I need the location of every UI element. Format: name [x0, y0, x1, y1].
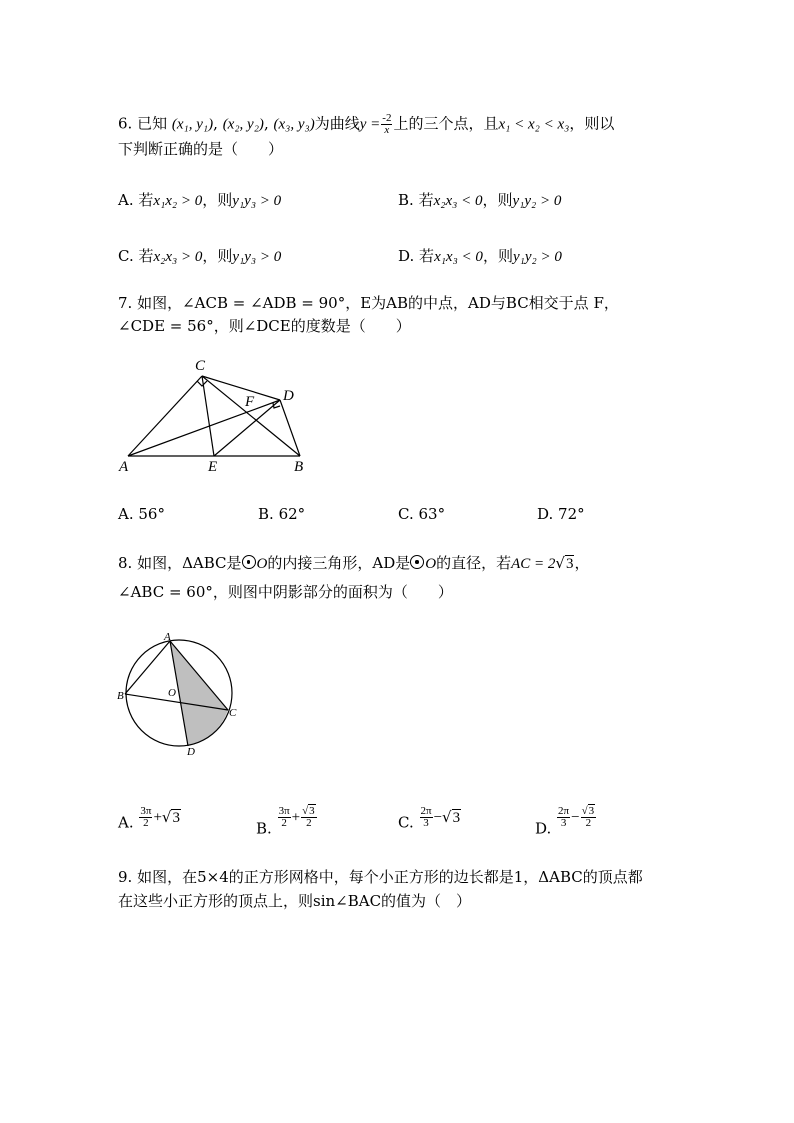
option-operator: +	[291, 809, 301, 826]
q9-stem-line1: 9. 如图，在5×4的正方形网格中，每个小正方形的边长都是1，ΔABC的顶点都	[118, 868, 643, 886]
option-fraction	[420, 806, 433, 829]
q6-number: 6.	[118, 114, 133, 133]
option-operator: +	[153, 809, 162, 826]
fraction-den: 2	[306, 817, 312, 829]
q8-stem-line1	[118, 554, 589, 573]
fraction-num: √3	[581, 805, 595, 817]
option-value: 56°	[138, 505, 165, 523]
option-then: ，则	[482, 191, 513, 209]
fraction-den: 2	[281, 817, 287, 829]
option-condition: x₂x₃ < 0	[433, 193, 483, 209]
q7-figure	[114, 356, 314, 476]
option-fraction	[139, 806, 152, 829]
fraction-den: 3	[423, 817, 429, 829]
label-c: C	[195, 358, 206, 374]
q6-three-text: 上的三个点，且	[393, 114, 499, 133]
option-value: 62°	[278, 505, 306, 523]
q8-circle-name-2: O	[425, 556, 437, 572]
q6-func-lhs: y =	[359, 116, 381, 133]
option-then: ，则	[482, 247, 513, 265]
option-if: 若	[418, 191, 434, 209]
q8-stem-line2: ∠ABC = 60°，则图中阴影部分的面积为（ ）	[118, 583, 453, 601]
option-result: y₁y₃ > 0	[232, 249, 282, 265]
q8-circle-name-1: O	[256, 556, 268, 572]
q6-func-den: x	[384, 124, 390, 136]
option-result: y₁y₂ > 0	[512, 193, 562, 209]
option-fraction	[278, 806, 291, 829]
option-result: y₁y₃ > 0	[232, 193, 282, 209]
option-label: B.	[258, 505, 274, 523]
q7-option-d[interactable]	[537, 505, 585, 523]
option-if: 若	[419, 247, 435, 265]
fraction-num: √3	[302, 805, 315, 817]
q8-line-end: ，	[574, 554, 590, 572]
segment-ad	[128, 400, 280, 456]
label-a: A	[164, 631, 171, 643]
segment-ce	[202, 376, 214, 456]
q6-func-fraction	[381, 113, 392, 136]
option-operator: −	[571, 809, 580, 826]
radicand: 3	[309, 805, 315, 817]
option-operator: −	[433, 809, 443, 826]
q6-func-num: -2	[382, 112, 392, 124]
q8-option-d[interactable]	[535, 806, 597, 838]
q6-option-a[interactable]	[118, 191, 281, 210]
q6-stem-line2: 下判断正确的是（ ）	[118, 140, 284, 158]
segment-cd	[202, 376, 280, 400]
option-condition: x₂x₃ > 0	[153, 249, 203, 265]
option-then: ，则	[202, 247, 233, 265]
label-a: A	[119, 459, 129, 475]
option-then: ，则	[202, 191, 233, 209]
q8-text-b: 的内接三角形，AD是	[267, 554, 411, 572]
option-sqrt-fraction	[581, 806, 597, 829]
segment-ab	[125, 641, 170, 694]
q6-option-b[interactable]	[398, 191, 561, 210]
fraction-den: 2	[585, 817, 592, 829]
label-c: C	[229, 707, 237, 719]
option-condition: x₁x₂ > 0	[153, 193, 203, 209]
q8-option-c[interactable]	[398, 806, 461, 832]
option-label: D.	[537, 505, 554, 523]
q7-stem-line1: 7. 如图，∠ACB = ∠ADB = 90°，E为AB的中点，AD与BC相交于点 F，	[118, 294, 619, 312]
option-sqrt: √3	[442, 807, 461, 826]
q8-condition: AC = 2	[511, 556, 556, 572]
option-label: A.	[118, 505, 134, 523]
option-label: C.	[118, 247, 134, 265]
option-label: C.	[398, 505, 414, 523]
radicand: 3	[452, 809, 461, 826]
q6-option-c[interactable]	[118, 247, 281, 266]
fraction-num: 2π	[420, 805, 432, 817]
q6-point-2: (x₂, y₂)	[222, 116, 264, 133]
option-if: 若	[138, 191, 154, 209]
fraction-num: 2π	[558, 805, 570, 817]
q7-option-c[interactable]	[398, 505, 445, 523]
option-if: 若	[138, 247, 154, 265]
radicand: 3	[588, 805, 595, 817]
circle-dot-icon	[410, 555, 424, 569]
q6-point-1: (x₁, y₁)	[171, 116, 214, 133]
label-o: O	[168, 687, 176, 699]
fraction-num: 3π	[278, 805, 290, 817]
q7-stem-line2: ∠CDE = 56°，则∠DCE的度数是（ ）	[118, 317, 411, 335]
q6-inequality: x₁ < x₂ < x₃	[498, 116, 570, 133]
label-b: B	[294, 459, 304, 475]
q6-curve-text: 为曲线	[314, 114, 360, 133]
q8-option-a[interactable]	[118, 806, 181, 832]
option-label: D.	[535, 819, 552, 838]
fraction-den: 3	[560, 817, 567, 829]
fraction-num: 3π	[140, 805, 152, 817]
q8-text-a: 8. 如图，ΔABC是	[118, 554, 242, 572]
q7-option-a[interactable]	[118, 505, 165, 523]
q9-stem-line2: 在这些小正方形的顶点上，则sin∠BAC的值为（ ）	[118, 892, 472, 910]
option-label: B.	[398, 191, 414, 209]
radicand: 3	[172, 809, 180, 826]
q6-then-text: ，则以	[569, 114, 615, 133]
q6-option-d[interactable]	[398, 247, 562, 266]
option-value: 72°	[558, 505, 585, 523]
option-sqrt: √3	[161, 807, 180, 826]
label-f: F	[245, 394, 255, 410]
label-b: B	[117, 690, 124, 702]
option-fraction	[557, 806, 570, 829]
label-e: E	[208, 459, 218, 475]
option-label: A.	[118, 191, 134, 209]
option-sqrt-fraction	[301, 806, 317, 829]
right-angle-c	[197, 381, 207, 386]
option-label: A.	[118, 813, 134, 832]
option-condition: x₁x₃ < 0	[434, 249, 483, 265]
option-label: D.	[398, 247, 415, 265]
label-d: D	[187, 746, 195, 758]
q8-text-c: 的直径，若	[436, 554, 512, 572]
q6-given: 已知	[137, 114, 168, 133]
q8-figure	[112, 628, 242, 758]
segment-ac	[128, 376, 202, 456]
q6-stem-line1: 6. 已知 (x₁, y₁), (x₂, y₂), (x₃, y₃)为曲线y = $\frac{-2}{x}$ 上的三个点，且x₁ < x₂ < x₃，则以	[118, 112, 615, 136]
fraction-den: 2	[143, 817, 149, 829]
label-d: D	[283, 388, 294, 404]
q6-point-3: (x₃, y₃)	[273, 116, 315, 133]
option-label: C.	[398, 813, 414, 832]
circle-dot-icon	[242, 555, 256, 569]
q8-radicand: 3	[565, 556, 574, 572]
q7-option-b[interactable]	[258, 505, 305, 523]
option-value: 63°	[418, 505, 446, 523]
option-label: B.	[256, 819, 272, 838]
q8-option-b[interactable]	[256, 806, 318, 838]
q8-sqrt: √3	[555, 554, 574, 572]
option-result: y₁y₂ > 0	[512, 249, 562, 265]
